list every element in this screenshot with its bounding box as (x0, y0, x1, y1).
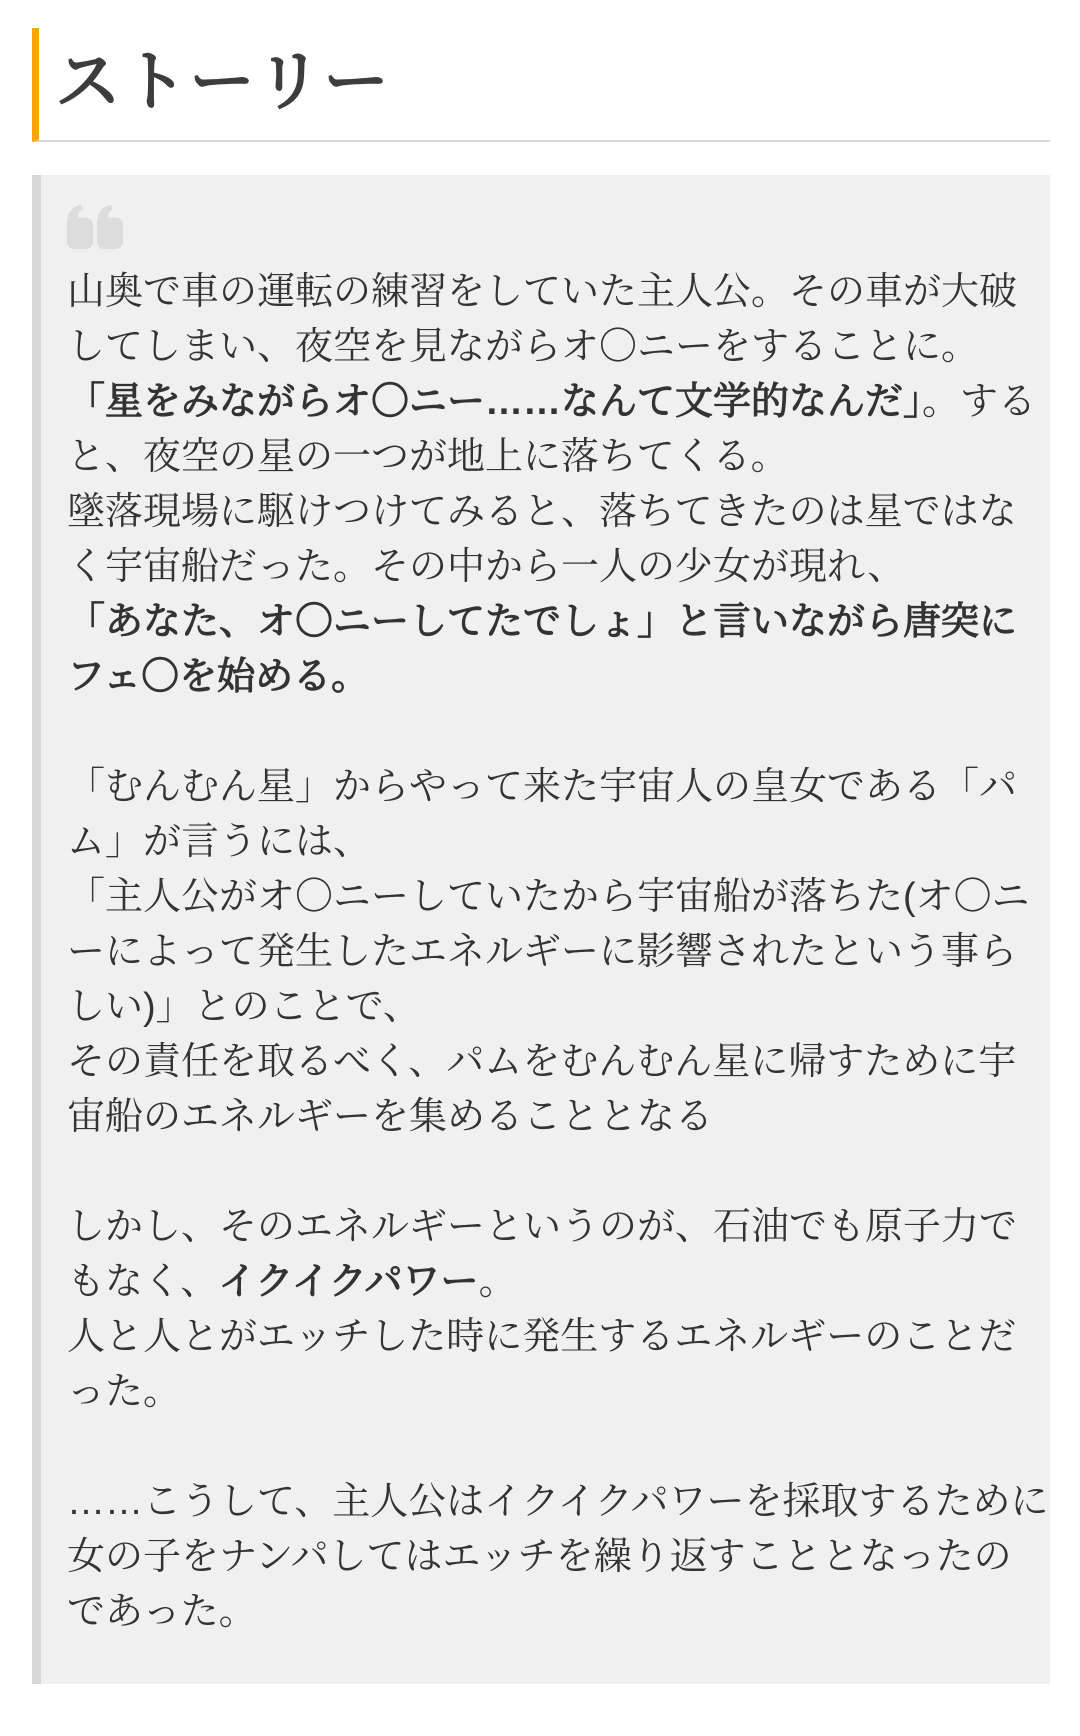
story-text-segment: その責任を取るべく、パムをむんむん星に帰すために宇 (67, 1041, 1017, 1083)
story-text-segment: った。 (67, 1371, 182, 1413)
story-line (67, 1200, 1018, 1255)
story-text-segment: ……こうして、主人公はイクイクパワーを採取するために (67, 1481, 1049, 1523)
story-line (67, 1090, 1010, 1145)
story-text-segment: と、夜空の星の一つが地上に落ちてくる。 (67, 436, 789, 478)
story-line (67, 815, 1010, 870)
story-text-segment: 山奥で車の運転の練習をしていた主人公。その車が大破 (67, 271, 1018, 313)
story-text-segment: 墜落現場に駆けつけてみると、落ちてきたのは星ではな (67, 491, 1017, 533)
story-blank-line (67, 1420, 1010, 1475)
story-line (67, 1475, 1049, 1530)
quote-left-icon (67, 205, 123, 249)
story-text-segment: ム」が言うには、 (67, 821, 372, 863)
section-heading (32, 28, 1050, 142)
story-text-segment: 「むんむん星」からやって来た宇宙人の皇女である「パ (67, 766, 1018, 808)
section-heading-label: ストーリー (55, 44, 390, 118)
story-text-segment: 宙船のエネルギーを集めることとなる (67, 1096, 714, 1138)
story-line (67, 1255, 1010, 1310)
story-line (67, 870, 1030, 925)
story-line (67, 925, 1018, 980)
story-line (67, 375, 1037, 430)
story-line (67, 1585, 1010, 1640)
story-line (67, 760, 1018, 815)
story-line (67, 485, 1017, 540)
story-line (67, 1035, 1017, 1090)
story-text-segment: してしまい、夜空を見ながらオ〇ニーをすることに。 (67, 326, 980, 368)
story-line (67, 595, 1018, 650)
story-line (67, 650, 1010, 705)
story-blank-line (67, 1145, 1010, 1200)
story-text-bold-segment: 「あなた、オ〇ニーしてたでしょ」と言いながら唐突に (67, 601, 1018, 643)
story-quote-box (32, 175, 1050, 1684)
story-text-segment: しかし、そのエネルギーというのが、石油でも原子力で (67, 1206, 1018, 1248)
story-line (67, 1530, 1010, 1585)
story-line (67, 265, 1018, 320)
story-line (67, 1310, 1017, 1365)
story-text-segment: ーによって発生したエネルギーに影響されたという事ら (67, 931, 1018, 973)
story-text-segment: しい)」とのことで、 (67, 986, 421, 1028)
story-text-segment: 「主人公がオ〇ニーしていたから宇宙船が落ちた(オ〇ニ (67, 876, 1030, 918)
story-line (67, 1365, 1010, 1420)
story-text-segment: もなく、 (67, 1261, 219, 1303)
story-text-segment: であった。 (67, 1591, 257, 1633)
story-line (67, 540, 1010, 595)
story-text-bold-segment: 「星をみながらオ〇ニー……なんて文学的なんだ」 (67, 381, 923, 423)
story-text-bold-segment: フェ〇を始める。 (67, 656, 370, 698)
story-text-segment: 。 (478, 1261, 517, 1303)
story-blank-line (67, 705, 1010, 760)
story-text-segment: 女の子をナンパしてはエッチを繰り返すこととなったの (67, 1536, 1012, 1578)
story-text (67, 265, 1049, 1640)
story-line (67, 430, 1010, 485)
story-line (67, 320, 1010, 375)
story-text-segment: く宇宙船だった。その中から一人の少女が現れ、 (67, 546, 906, 588)
story-line (67, 980, 1010, 1035)
story-text-bold-segment: イクイクパワー (218, 1261, 479, 1303)
story-text-segment: 人と人とがエッチした時に発生するエネルギーのことだ (67, 1316, 1017, 1358)
story-text-segment: 。する (922, 381, 1037, 423)
